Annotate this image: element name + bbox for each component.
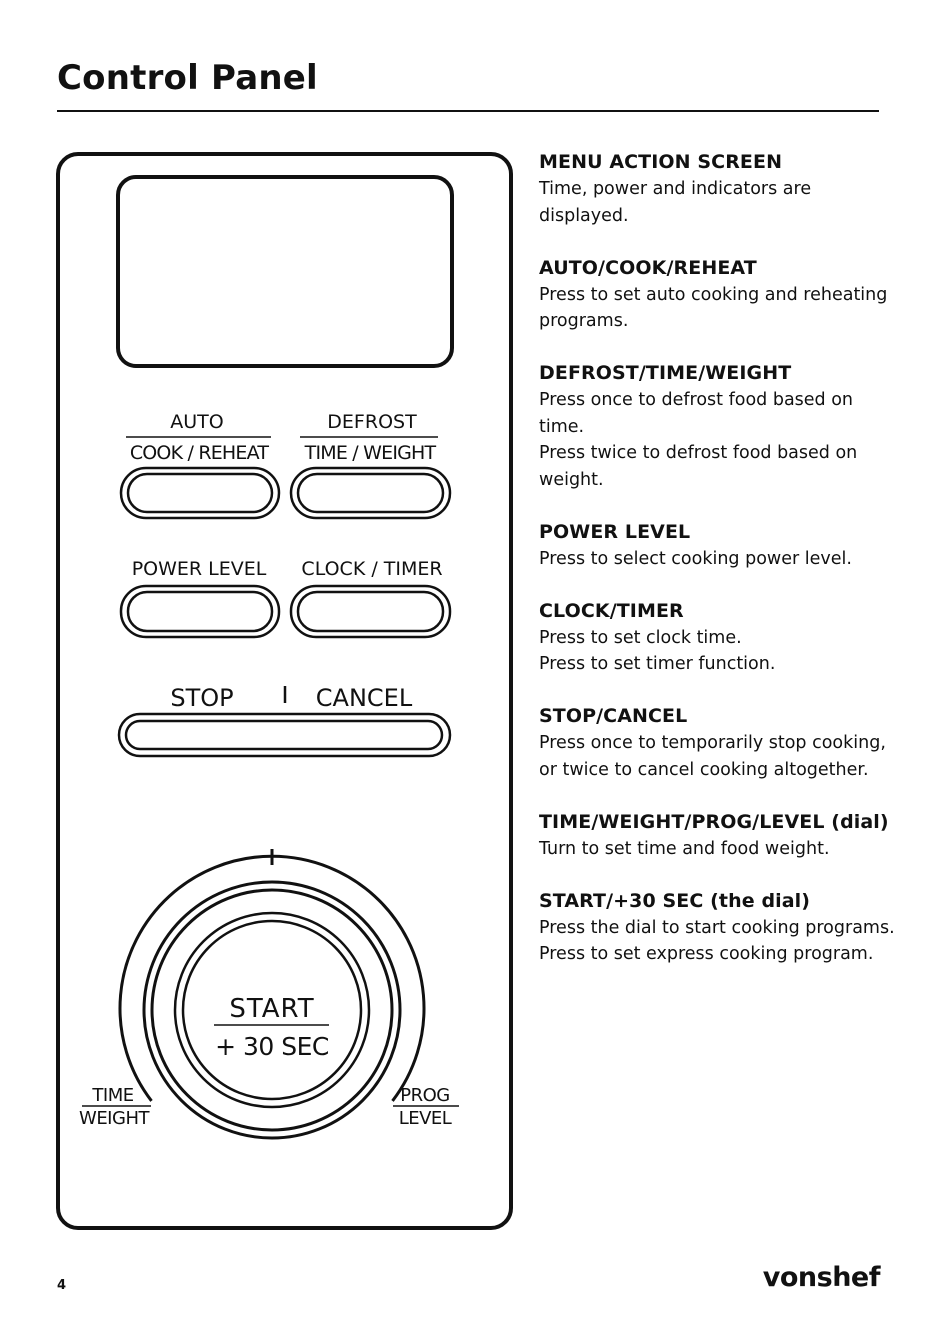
start-label: START <box>229 994 315 1024</box>
dial-weight-label: WEIGHT <box>79 1108 149 1129</box>
desc-defrost-time-weight <box>539 360 899 493</box>
desc-line: weight. <box>539 469 604 490</box>
desc-line: Press twice to defrost food based on <box>539 443 858 463</box>
menu-action-screen <box>118 177 452 366</box>
desc-line: displayed. <box>539 205 629 226</box>
brand-logo: vonshef <box>762 1262 880 1293</box>
time-weight-label: TIME / WEIGHT <box>304 442 436 464</box>
auto-cook-reheat-button[interactable] <box>121 468 279 518</box>
power-level-label: POWER LEVEL <box>131 558 267 580</box>
desc-start-30-sec <box>539 888 899 968</box>
defrost-time-weight-button[interactable] <box>291 468 450 518</box>
desc-line: Turn to set time and food weight. <box>539 838 830 859</box>
desc-line: Press once to defrost food based on <box>539 390 854 410</box>
clock-timer-label: CLOCK / TIMER <box>301 558 443 580</box>
description-list <box>539 149 899 993</box>
dial-level-label: LEVEL <box>398 1108 452 1129</box>
desc-line: Press to select cooking power level. <box>539 548 852 569</box>
desc-menu-action-screen <box>539 149 899 229</box>
desc-clock-timer <box>539 598 899 678</box>
stop-cancel-button[interactable] <box>119 714 450 756</box>
desc-title: START/+30 SEC (the dial) <box>539 889 811 912</box>
desc-title: AUTO/COOK/REHEAT <box>539 256 757 279</box>
stop-label: STOP <box>170 684 234 712</box>
desc-line: Press to set express cooking program. <box>539 944 874 964</box>
desc-line: programs. <box>539 311 629 331</box>
desc-title: MENU ACTION SCREEN <box>539 151 783 173</box>
desc-title: CLOCK/TIMER <box>539 599 684 622</box>
cancel-label: CANCEL <box>315 684 413 712</box>
desc-power-level <box>539 519 899 573</box>
desc-line: Press to set timer function. <box>539 654 776 674</box>
page-number: 4 <box>57 1278 67 1293</box>
desc-stop-cancel <box>539 703 899 783</box>
desc-title: STOP/CANCEL <box>539 705 688 727</box>
power-level-button[interactable] <box>121 586 279 637</box>
desc-dial <box>539 809 899 863</box>
desc-line: Press the dial to start cooking programs. <box>539 917 895 938</box>
desc-line: Press once to temporarily stop cooking, <box>539 733 886 753</box>
desc-line: or twice to cancel cooking altogether. <box>539 759 869 780</box>
cook-reheat-label: COOK / REHEAT <box>129 442 269 464</box>
desc-title: POWER LEVEL <box>539 520 691 543</box>
page-title: Control Panel <box>57 58 318 98</box>
clock-timer-button[interactable] <box>291 586 450 637</box>
dial-time-label: TIME <box>92 1085 134 1106</box>
dial-prog-label: PROG <box>400 1085 450 1106</box>
defrost-label: DEFROST <box>327 411 417 433</box>
desc-title: DEFROST/TIME/WEIGHT <box>539 362 792 384</box>
desc-line: time. <box>539 416 585 437</box>
plus-30-sec-label: + 30 SEC <box>215 1032 329 1061</box>
desc-line: Press to set auto cooking and reheating <box>539 284 888 305</box>
auto-label: AUTO <box>170 411 224 433</box>
desc-title: TIME/WEIGHT/PROG/LEVEL (dial) <box>539 810 889 833</box>
desc-line: Time, power and indicators are <box>539 179 812 199</box>
desc-line: Press to set clock time. <box>539 627 742 648</box>
dial[interactable] <box>120 849 424 1138</box>
desc-auto-cook-reheat <box>539 255 899 335</box>
